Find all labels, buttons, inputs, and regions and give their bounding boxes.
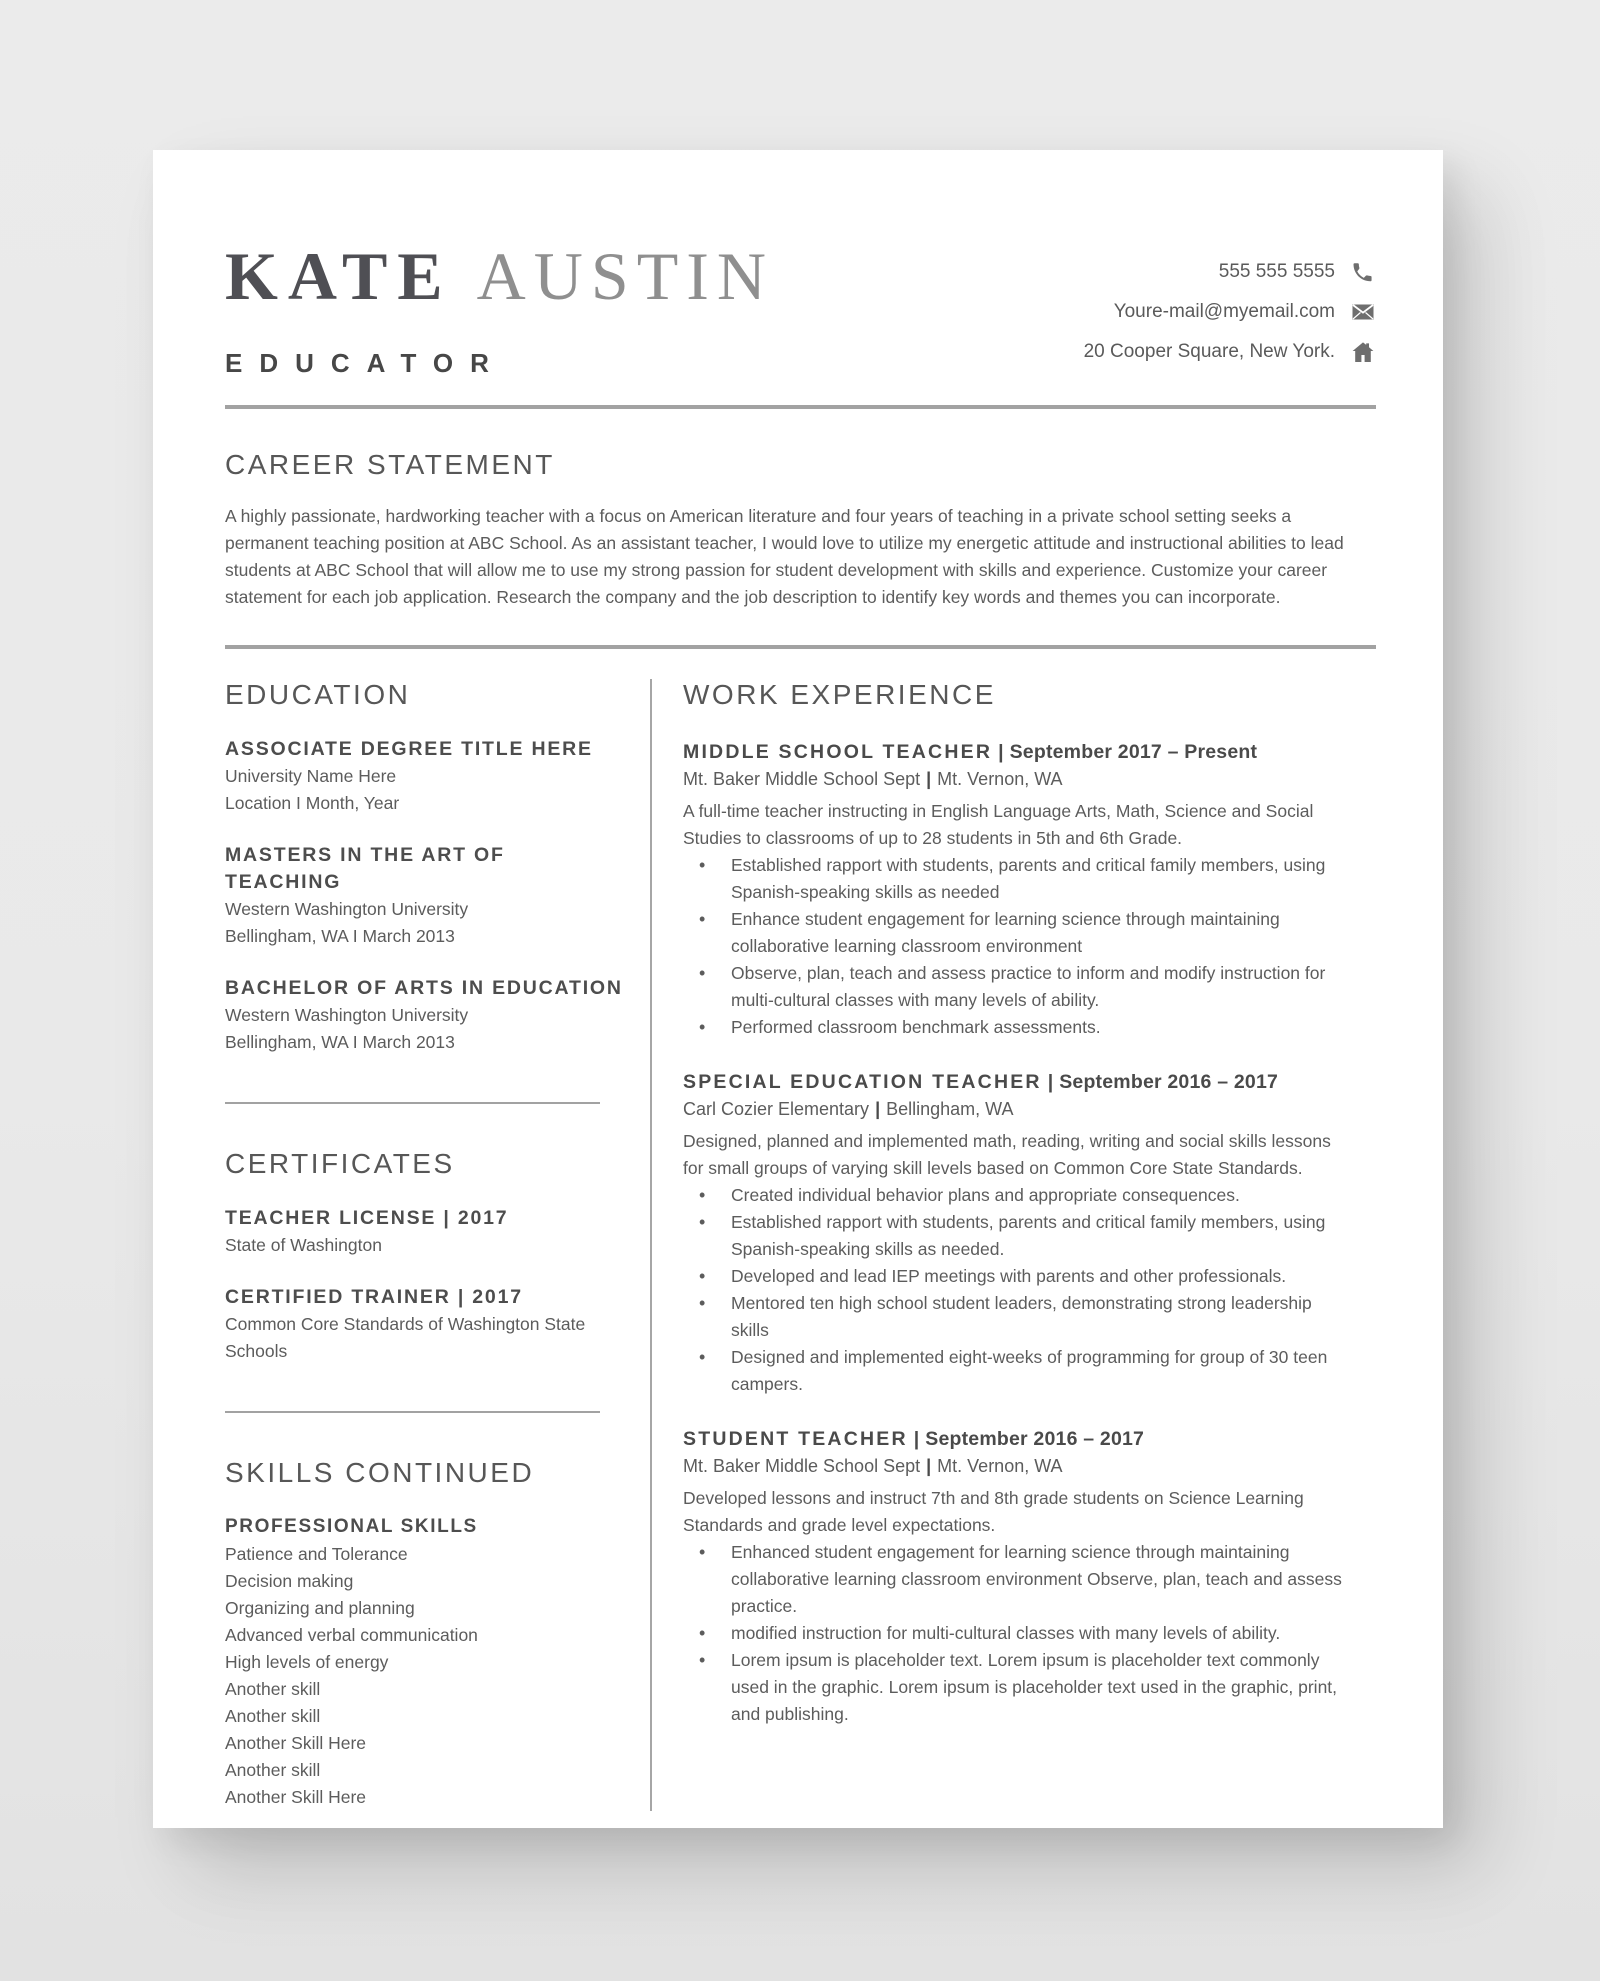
skill-item: High levels of energy (225, 1652, 389, 1672)
certificate-issuer: Common Core Standards of Washington State Schools (225, 1314, 586, 1361)
job-bullet: • Established rapport with students, parents and critical family members, using Spanish-speaking skills as needed (683, 852, 1351, 906)
contact-email-row (1084, 292, 1376, 332)
certificate-name: TEACHER LICENSE | 2017 (225, 1207, 509, 1229)
education-entry (225, 842, 626, 950)
degree-title: BACHELOR OF ARTS IN EDUCATION (225, 977, 623, 999)
career-divider (225, 645, 1376, 649)
skill-item: Organizing and planning (225, 1598, 415, 1618)
skill-item: Another Skill Here (225, 1733, 367, 1753)
work-experience-title: WORK EXPERIENCE (683, 679, 996, 710)
job-entry (683, 738, 1351, 1041)
job-dates: September 2017 – Present (1009, 741, 1258, 763)
right-column (652, 679, 1376, 1811)
job-company-line (683, 1453, 1351, 1480)
job-role: STUDENT TEACHER (683, 1428, 908, 1450)
career-statement-text: A highly passionate, hardworking teacher with a focus on American literature and four years of teaching in a private school setting seeks a permanent teaching position at ABC School. As an assistant teacher, I would love to utilize my energetic attitude and instructional abilities to lead students at ABC School that will allow me to use my strong passion for student development with skills and experience. Customize your career statement for each job application. Research the company and the job description to identify key words and themes you can incorporate. (225, 506, 1344, 607)
certificate-entry (225, 1284, 626, 1365)
pipe-separator: | (926, 769, 932, 789)
job-bullet-list (683, 1182, 1351, 1398)
skills-title: SKILLS CONTINUED (225, 1457, 535, 1488)
skill-item: Another skill (225, 1760, 321, 1780)
job-bullet: • Lorem ipsum is placeholder text. Lorem ipsum is placeholder text commonly used in the graphic. Lorem ipsum is placeholder text used in the graphic, print, and publishing. (683, 1647, 1351, 1728)
job-bullet: • Established rapport with students, parents and critical family members, using Spanish-speaking skills as needed. (683, 1209, 1351, 1263)
school-location: Bellingham, WA I March 2013 (225, 1032, 455, 1052)
school-location: Bellingham, WA I March 2013 (225, 926, 455, 946)
job-entry (683, 1425, 1351, 1728)
job-bullet: • Developed and lead IEP meetings with parents and other professionals. (683, 1263, 1351, 1290)
job-bullet: • Enhance student engagement for learning science through maintaining collaborative learning classroom environment (683, 906, 1351, 960)
job-heading (683, 1068, 1351, 1096)
first-name: KATE (225, 238, 453, 314)
role-title: EDUCATOR (225, 348, 506, 378)
job-dates: September 2016 – 2017 (925, 1428, 1145, 1450)
certificate-entry (225, 1205, 626, 1259)
pipe-separator: | (926, 1456, 932, 1476)
main-columns (225, 679, 1376, 1811)
header-divider (225, 405, 1376, 409)
degree-title: MASTERS IN THE ART OF TEACHING (225, 844, 505, 893)
job-company: Mt. Baker Middle School Sept (683, 769, 921, 789)
job-entry (683, 1068, 1351, 1398)
job-role: SPECIAL EDUCATION TEACHER (683, 1071, 1042, 1093)
header (225, 238, 1376, 379)
name-block (225, 238, 774, 379)
job-bullet: • Designed and implemented eight-weeks of programming for group of 30 teen campers. (683, 1344, 1351, 1398)
career-statement-title: CAREER STATEMENT (225, 449, 555, 480)
job-company-line (683, 766, 1351, 793)
email-address: Youre-mail@myemail.com (1113, 301, 1335, 322)
job-bullet: • Created individual behavior plans and appropriate consequences. (683, 1182, 1351, 1209)
job-heading (683, 738, 1351, 766)
job-bullet: • Performed classroom benchmark assessments. (683, 1014, 1351, 1041)
job-company-line (683, 1096, 1351, 1123)
street-address: 20 Cooper Square, New York. (1083, 341, 1335, 362)
school-location: Location I Month, Year (225, 793, 400, 813)
school-name: University Name Here (225, 766, 397, 786)
last-name: AUSTIN (476, 238, 774, 314)
job-summary: Developed lessons and instruct 7th and 8th grade students on Science Learning Standards and grade level expectations. (683, 1488, 1304, 1535)
contact-block (1084, 252, 1376, 372)
job-location: Mt. Vernon, WA (937, 1456, 1063, 1476)
home-icon (1350, 339, 1376, 365)
job-bullet: • Observe, plan, teach and assess practice to inform and modify instruction for multi-cultural classes with many levels of ability. (683, 960, 1351, 1014)
school-name: Western Washington University (225, 1005, 469, 1025)
job-company: Mt. Baker Middle School Sept (683, 1456, 921, 1476)
degree-title: ASSOCIATE DEGREE TITLE HERE (225, 738, 593, 760)
education-title: EDUCATION (225, 679, 411, 710)
education-divider (225, 1102, 600, 1104)
phone-number: 555 555 5555 (1218, 261, 1335, 282)
job-role: MIDDLE SCHOOL TEACHER (683, 741, 993, 763)
pipe-separator: | (1047, 1071, 1054, 1093)
left-column (225, 679, 652, 1811)
pipe-separator: | (998, 741, 1004, 763)
envelope-icon (1350, 299, 1376, 325)
contact-address-row (1084, 332, 1376, 372)
skills-subtitle: PROFESSIONAL SKILLS (225, 1516, 478, 1537)
career-statement-section (225, 449, 1376, 611)
education-entry (225, 975, 626, 1056)
education-entry (225, 736, 626, 817)
skill-item: Advanced verbal communication (225, 1625, 478, 1645)
phone-icon (1350, 259, 1376, 285)
job-bullet-list (683, 1539, 1351, 1728)
certificates-title: CERTIFICATES (225, 1148, 455, 1179)
skill-item: Another skill (225, 1679, 321, 1699)
job-bullet: • Enhanced student engagement for learning science through maintaining collaborative learning classroom environment Observe, plan, teach and assess practice. (683, 1539, 1351, 1620)
job-location: Mt. Vernon, WA (937, 769, 1063, 789)
pipe-separator: | (913, 1428, 920, 1450)
job-summary: A full-time teacher instructing in English Language Arts, Math, Science and Social Studies to classrooms of up to 28 students in 5th and 6th Grade. (683, 801, 1314, 848)
skill-item: Another skill (225, 1706, 321, 1726)
job-company: Carl Cozier Elementary (683, 1099, 870, 1119)
resume-page (153, 150, 1443, 1828)
job-dates: September 2016 – 2017 (1059, 1071, 1279, 1093)
skill-item: Decision making (225, 1571, 354, 1591)
job-bullet-list (683, 852, 1351, 1041)
job-summary: Designed, planned and implemented math, reading, writing and social skills lessons for small groups of varying skill levels based on Common Core State Standards. (683, 1131, 1331, 1178)
job-heading (683, 1425, 1351, 1453)
skill-item: Patience and Tolerance (225, 1544, 408, 1564)
job-bullet: • Mentored ten high school student leaders, demonstrating strong leadership skills (683, 1290, 1351, 1344)
certificate-name: CERTIFIED TRAINER | 2017 (225, 1286, 523, 1308)
certificate-issuer: State of Washington (225, 1235, 382, 1255)
contact-phone-row (1084, 252, 1376, 292)
page-title (225, 238, 774, 314)
school-name: Western Washington University (225, 899, 469, 919)
certificates-divider (225, 1411, 600, 1413)
job-bullet: • modified instruction for multi-cultural classes with many levels of ability. (683, 1620, 1351, 1647)
pipe-separator: | (875, 1099, 881, 1119)
skill-item: Another Skill Here (225, 1787, 367, 1807)
job-location: Bellingham, WA (886, 1099, 1014, 1119)
